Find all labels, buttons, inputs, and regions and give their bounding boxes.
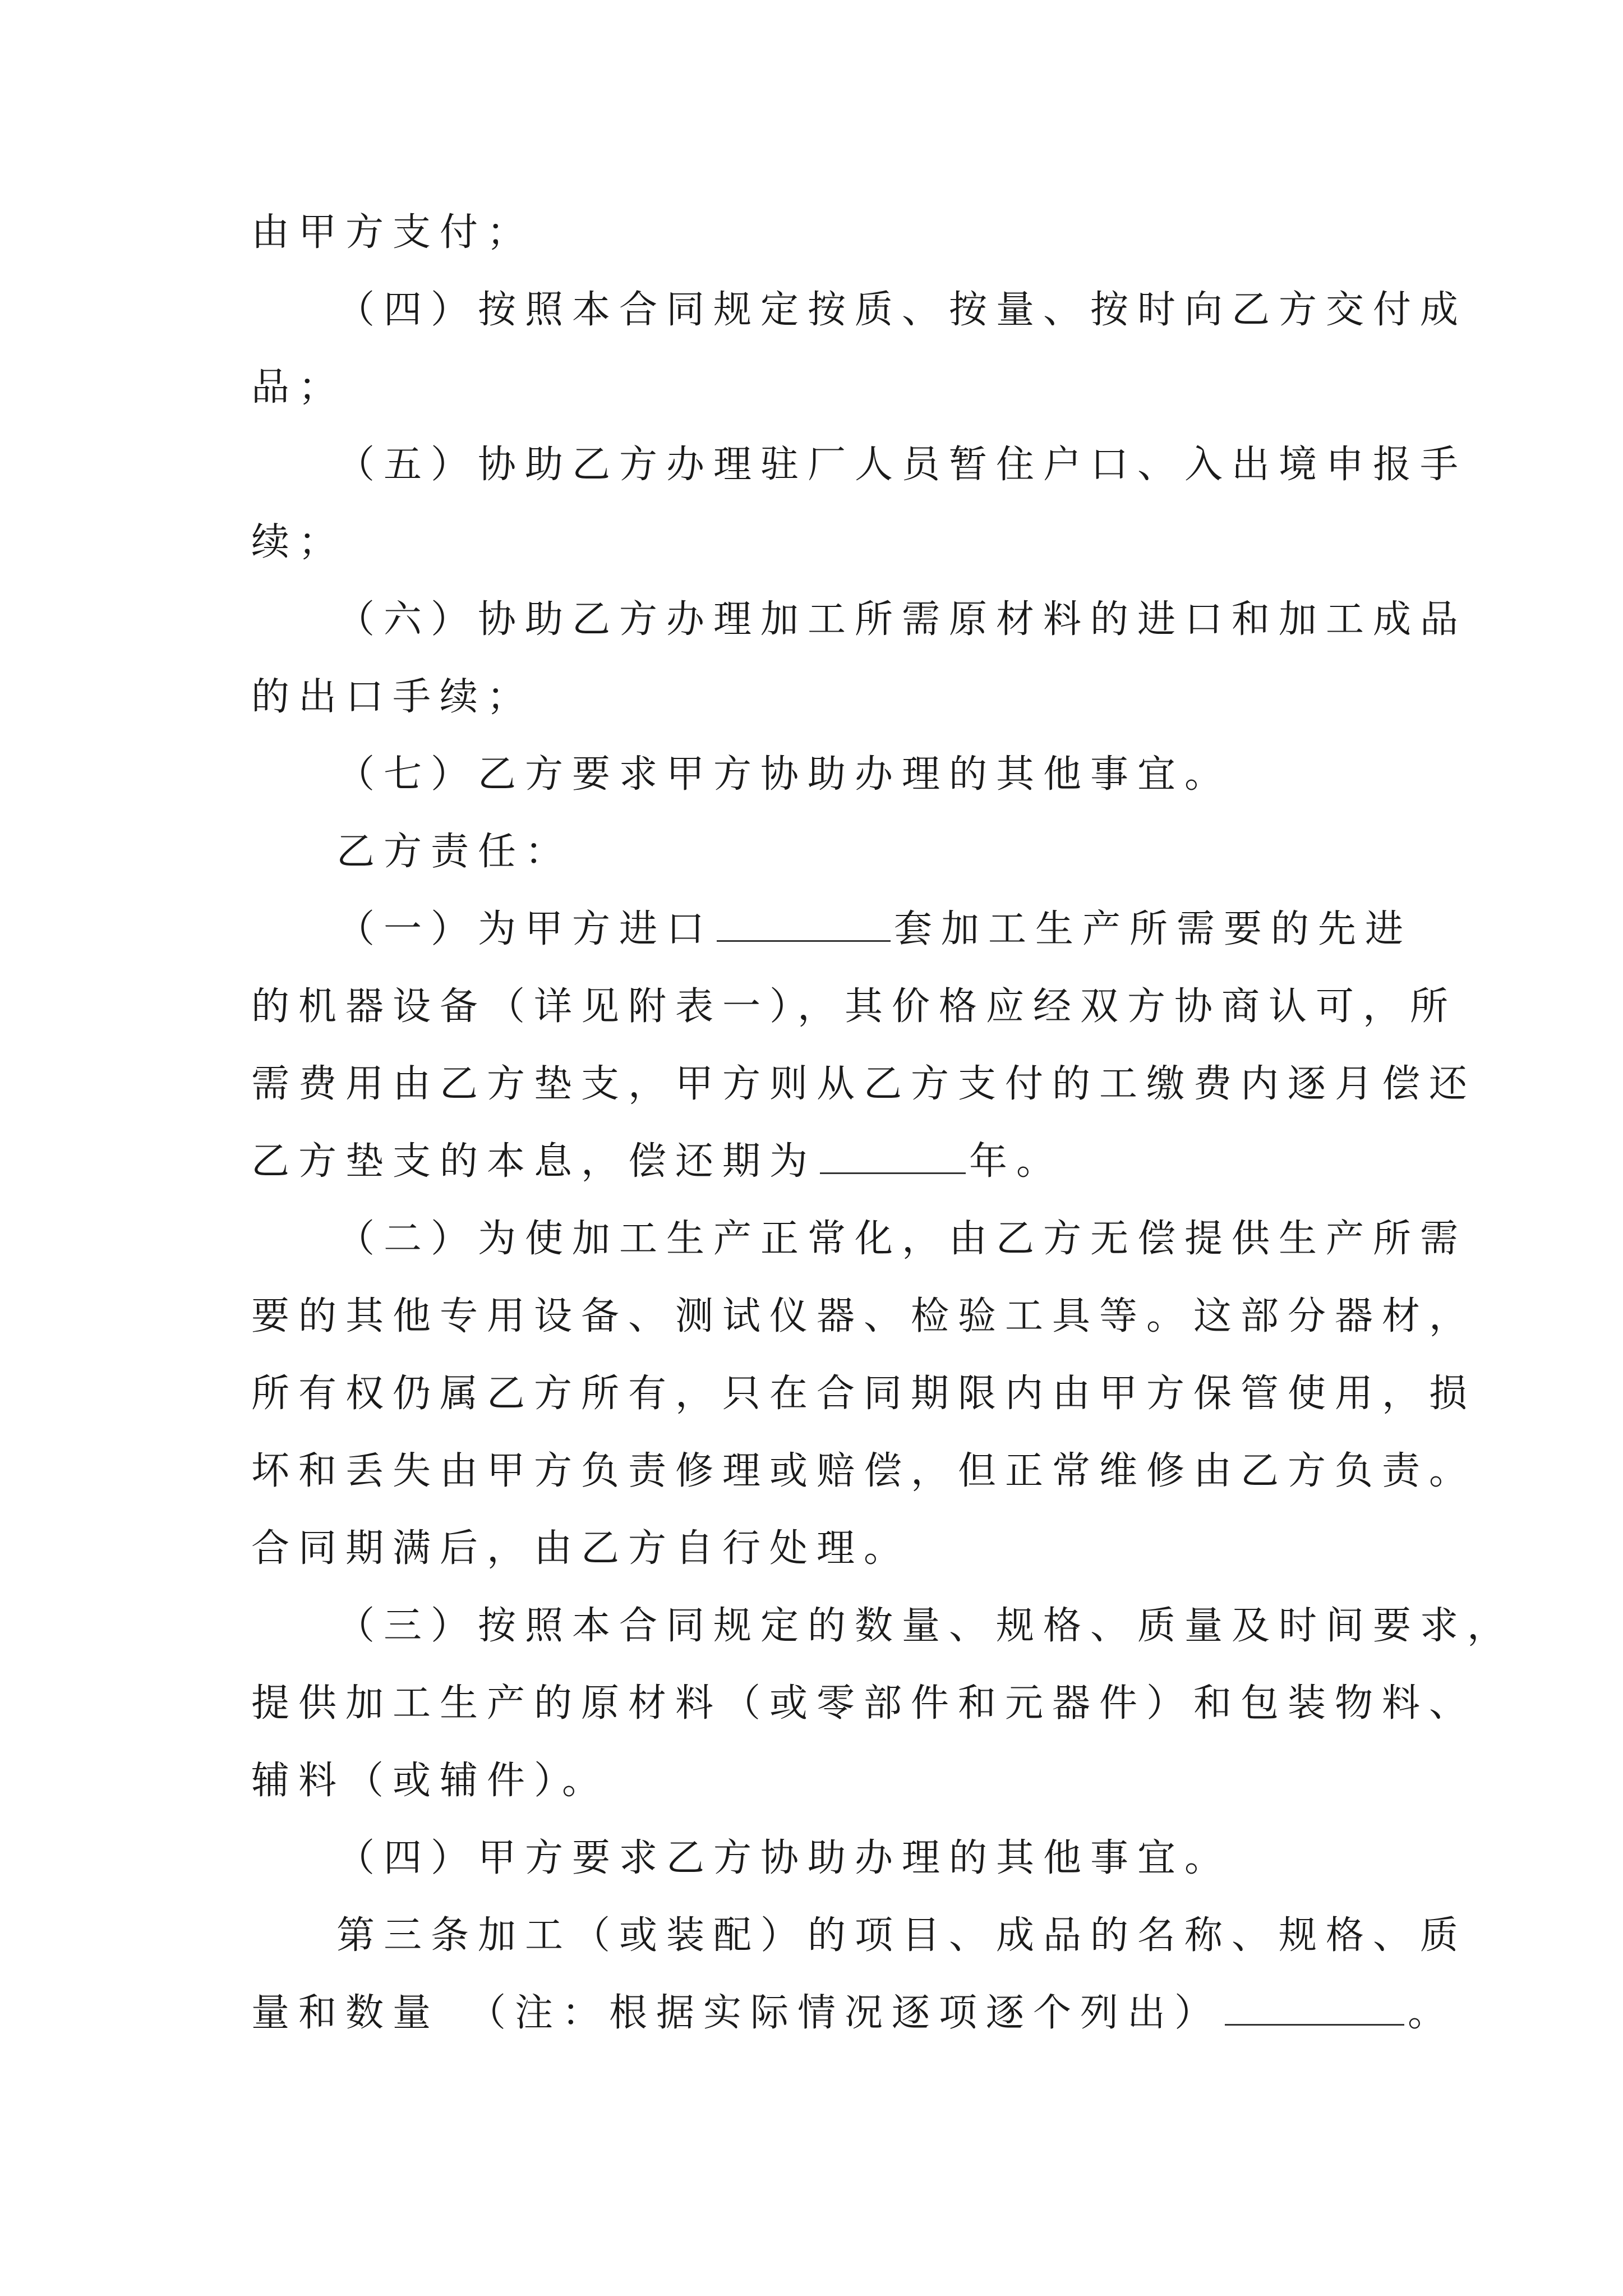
paragraph-line: 所有权仍属乙方所有，只在合同期限内由甲方保管使用，损: [251, 1372, 1477, 1416]
paragraph-line: （三）按照本合同规定的数量、规格、质量及时间要求，: [336, 1604, 1515, 1648]
paragraph-line: （六）协助乙方办理加工所需原材料的进口和加工成品: [336, 597, 1468, 642]
paragraph-line: 要的其他专用设备、测试仪器、检验工具等。这部分器材，: [251, 1294, 1477, 1338]
paragraph-line: （五）协助乙方办理驻厂人员暂住户口、入出境申报手: [336, 443, 1468, 487]
fill-in-blank[interactable]: [1225, 1988, 1404, 2026]
section-heading: 乙方责任：: [336, 830, 573, 874]
paragraph-line: [336, 904, 1429, 955]
line-text: （一）为甲方进口: [336, 907, 714, 951]
paragraph-line: 的出口手续；: [251, 675, 534, 719]
paragraph-line: [251, 1988, 1455, 2039]
paragraph-line: 的机器设备（详见附表一），其价格应经双方协商认可，所: [251, 984, 1458, 1029]
paragraph-line: 合同期满后，由乙方自行处理。: [251, 1526, 911, 1571]
paragraph-line: （七）乙方要求甲方协助办理的其他事宜。: [336, 752, 1232, 797]
line-text: 。: [1408, 1991, 1455, 2035]
paragraph-line: 需费用由乙方垫支，甲方则从乙方支付的工缴费内逐月偿还: [251, 1062, 1477, 1106]
paragraph-line: 辅料（或辅件）。: [251, 1759, 610, 1803]
paragraph-line: （二）为使加工生产正常化，由乙方无偿提供生产所需: [336, 1217, 1468, 1261]
paragraph-line: [251, 1137, 1429, 1187]
line-text: 量和数量 （注：根据实际情况逐项逐个列出）: [251, 1991, 1222, 2035]
article-heading-line: 第三条加工（或装配）的项目、成品的名称、规格、质: [336, 1913, 1468, 1958]
line-text: 年。: [969, 1139, 1064, 1184]
paragraph-line: 续；: [251, 520, 346, 564]
line-text: 套加工生产所需要的先进: [894, 907, 1413, 951]
paragraph-line: 品；: [251, 365, 346, 409]
paragraph-line: 由甲方支付；: [251, 210, 534, 255]
paragraph-line: 提供加工生产的原材料（或零部件和元器件）和包装物料、: [251, 1681, 1477, 1726]
paragraph-line: （四）甲方要求乙方协助办理的其他事宜。: [336, 1836, 1232, 1880]
line-text: 乙方垫支的本息，偿还期为: [251, 1139, 817, 1184]
fill-in-blank[interactable]: [717, 904, 891, 942]
paragraph-line: 坏和丢失由甲方负责修理或赔偿，但正常维修由乙方负责。: [251, 1449, 1477, 1493]
fill-in-blank[interactable]: [820, 1137, 966, 1174]
paragraph-line: （四）按照本合同规定按质、按量、按时向乙方交付成: [336, 288, 1468, 332]
